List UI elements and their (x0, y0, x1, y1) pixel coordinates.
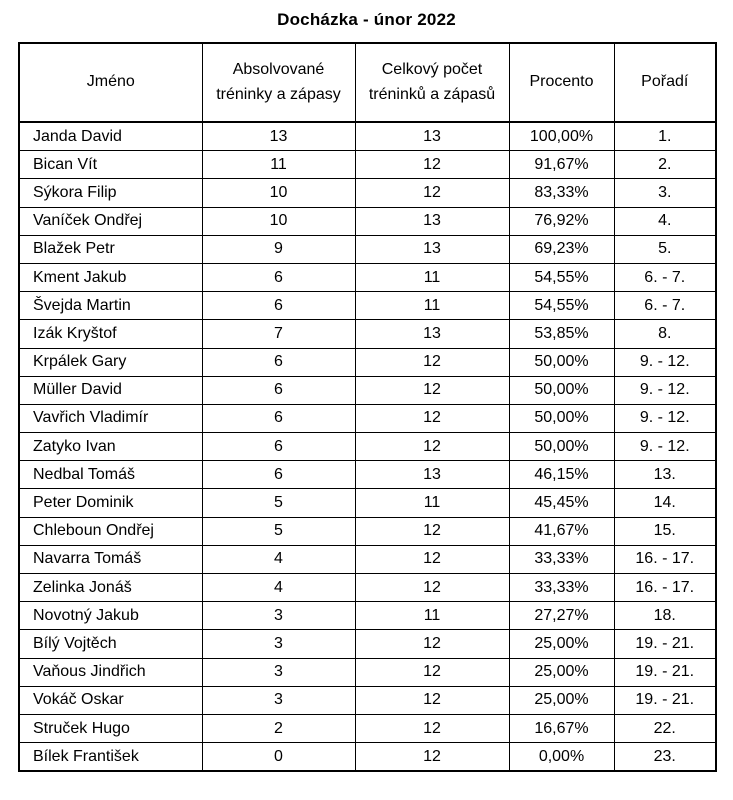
attended-count-cell: 9 (202, 235, 355, 263)
table-row (19, 489, 716, 517)
attended-count-cell: 5 (202, 489, 355, 517)
attended-count-cell: 10 (202, 207, 355, 235)
page-title: Docházka - únor 2022 (277, 10, 456, 29)
rank-cell: 23. (614, 743, 716, 772)
table-row (19, 292, 716, 320)
attendance-sheet (0, 10, 733, 772)
table-row (19, 122, 716, 151)
player-name-cell: Navarra Tomáš (19, 545, 202, 573)
total-count-cell: 13 (355, 235, 509, 263)
percentage-cell: 83,33% (509, 179, 614, 207)
total-count-cell: 12 (355, 517, 509, 545)
rank-cell: 19. - 21. (614, 686, 716, 714)
attendance-table (18, 42, 717, 772)
rank-cell: 16. - 17. (614, 545, 716, 573)
total-count-cell: 13 (355, 320, 509, 348)
rank-cell: 4. (614, 207, 716, 235)
attended-count-cell: 0 (202, 743, 355, 772)
player-name-cell: Müller David (19, 376, 202, 404)
player-name-cell: Zelinka Jonáš (19, 574, 202, 602)
total-count-cell: 12 (355, 545, 509, 573)
total-count-cell: 13 (355, 122, 509, 151)
player-name-cell: Izák Kryštof (19, 320, 202, 348)
total-count-cell: 12 (355, 574, 509, 602)
rank-cell: 9. - 12. (614, 433, 716, 461)
percentage-cell: 25,00% (509, 658, 614, 686)
percentage-cell: 54,55% (509, 292, 614, 320)
table-row (19, 545, 716, 573)
table-row (19, 348, 716, 376)
total-count-cell: 12 (355, 151, 509, 179)
rank-cell: 13. (614, 461, 716, 489)
table-row (19, 263, 716, 291)
table-row (19, 151, 716, 179)
percentage-cell: 41,67% (509, 517, 614, 545)
table-row (19, 517, 716, 545)
total-count-cell: 11 (355, 263, 509, 291)
total-count-cell: 12 (355, 376, 509, 404)
percentage-cell: 45,45% (509, 489, 614, 517)
attended-count-cell: 6 (202, 461, 355, 489)
table-row (19, 179, 716, 207)
rank-cell: 15. (614, 517, 716, 545)
table-row (19, 630, 716, 658)
attended-count-cell: 3 (202, 630, 355, 658)
attended-count-cell: 13 (202, 122, 355, 151)
rank-cell: 16. - 17. (614, 574, 716, 602)
percentage-cell: 27,27% (509, 602, 614, 630)
total-count-cell: 12 (355, 433, 509, 461)
attended-count-cell: 7 (202, 320, 355, 348)
attended-count-cell: 4 (202, 574, 355, 602)
player-name-cell: Janda David (19, 122, 202, 151)
percentage-cell: 0,00% (509, 743, 614, 772)
player-name-cell: Kment Jakub (19, 263, 202, 291)
table-row (19, 433, 716, 461)
player-name-cell: Krpálek Gary (19, 348, 202, 376)
table-row (19, 714, 716, 742)
player-name-cell: Sýkora Filip (19, 179, 202, 207)
attended-count-cell: 3 (202, 602, 355, 630)
attended-count-cell: 11 (202, 151, 355, 179)
table-row (19, 207, 716, 235)
attended-count-cell: 6 (202, 433, 355, 461)
percentage-cell: 46,15% (509, 461, 614, 489)
percentage-cell: 50,00% (509, 376, 614, 404)
player-name-cell: Bílý Vojtěch (19, 630, 202, 658)
table-row (19, 574, 716, 602)
player-name-cell: Struček Hugo (19, 714, 202, 742)
rank-cell: 9. - 12. (614, 376, 716, 404)
percentage-cell: 25,00% (509, 630, 614, 658)
rank-cell: 9. - 12. (614, 404, 716, 432)
rank-cell: 8. (614, 320, 716, 348)
attended-count-cell: 6 (202, 348, 355, 376)
rank-cell: 18. (614, 602, 716, 630)
player-name-cell: Vavřich Vladimír (19, 404, 202, 432)
total-count-cell: 12 (355, 743, 509, 772)
table-row (19, 404, 716, 432)
column-header-total: Celkový počet tréninků a zápasů (355, 43, 509, 122)
player-name-cell: Vaníček Ondřej (19, 207, 202, 235)
attended-count-cell: 4 (202, 545, 355, 573)
column-header-name: Jméno (19, 43, 202, 122)
total-count-cell: 12 (355, 630, 509, 658)
player-name-cell: Nedbal Tomáš (19, 461, 202, 489)
rank-cell: 2. (614, 151, 716, 179)
total-count-cell: 12 (355, 404, 509, 432)
percentage-cell: 25,00% (509, 686, 614, 714)
rank-cell: 1. (614, 122, 716, 151)
rank-cell: 19. - 21. (614, 630, 716, 658)
percentage-cell: 50,00% (509, 348, 614, 376)
table-row (19, 686, 716, 714)
column-header-percentage: Procento (509, 43, 614, 122)
total-count-cell: 12 (355, 179, 509, 207)
table-row (19, 376, 716, 404)
percentage-cell: 33,33% (509, 574, 614, 602)
attended-count-cell: 5 (202, 517, 355, 545)
table-row (19, 658, 716, 686)
rank-cell: 14. (614, 489, 716, 517)
table-row (19, 320, 716, 348)
player-name-cell: Bílek František (19, 743, 202, 772)
total-count-cell: 11 (355, 602, 509, 630)
total-count-cell: 11 (355, 489, 509, 517)
column-header-attended: Absolvované tréninky a zápasy (202, 43, 355, 122)
percentage-cell: 50,00% (509, 404, 614, 432)
total-count-cell: 12 (355, 714, 509, 742)
player-name-cell: Novotný Jakub (19, 602, 202, 630)
total-count-cell: 13 (355, 461, 509, 489)
rank-cell: 3. (614, 179, 716, 207)
percentage-cell: 76,92% (509, 207, 614, 235)
table-body (19, 122, 716, 771)
rank-cell: 6. - 7. (614, 263, 716, 291)
player-name-cell: Zatyko Ivan (19, 433, 202, 461)
rank-cell: 22. (614, 714, 716, 742)
percentage-cell: 69,23% (509, 235, 614, 263)
table-row (19, 461, 716, 489)
table-row (19, 602, 716, 630)
player-name-cell: Bican Vít (19, 151, 202, 179)
total-count-cell: 12 (355, 348, 509, 376)
attended-count-cell: 6 (202, 263, 355, 291)
player-name-cell: Blažek Petr (19, 235, 202, 263)
header-row (19, 43, 716, 122)
table-row (19, 743, 716, 772)
percentage-cell: 54,55% (509, 263, 614, 291)
attended-count-cell: 6 (202, 292, 355, 320)
attended-count-cell: 3 (202, 658, 355, 686)
total-count-cell: 12 (355, 658, 509, 686)
player-name-cell: Vaňous Jindřich (19, 658, 202, 686)
attended-count-cell: 10 (202, 179, 355, 207)
attended-count-cell: 6 (202, 376, 355, 404)
percentage-cell: 91,67% (509, 151, 614, 179)
player-name-cell: Chleboun Ondřej (19, 517, 202, 545)
attended-count-cell: 6 (202, 404, 355, 432)
table-row (19, 235, 716, 263)
total-count-cell: 13 (355, 207, 509, 235)
player-name-cell: Vokáč Oskar (19, 686, 202, 714)
percentage-cell: 53,85% (509, 320, 614, 348)
rank-cell: 6. - 7. (614, 292, 716, 320)
total-count-cell: 11 (355, 292, 509, 320)
rank-cell: 9. - 12. (614, 348, 716, 376)
player-name-cell: Švejda Martin (19, 292, 202, 320)
rank-cell: 19. - 21. (614, 658, 716, 686)
total-count-cell: 12 (355, 686, 509, 714)
percentage-cell: 16,67% (509, 714, 614, 742)
percentage-cell: 100,00% (509, 122, 614, 151)
attended-count-cell: 3 (202, 686, 355, 714)
column-header-rank: Pořadí (614, 43, 716, 122)
attended-count-cell: 2 (202, 714, 355, 742)
percentage-cell: 50,00% (509, 433, 614, 461)
percentage-cell: 33,33% (509, 545, 614, 573)
player-name-cell: Peter Dominik (19, 489, 202, 517)
rank-cell: 5. (614, 235, 716, 263)
